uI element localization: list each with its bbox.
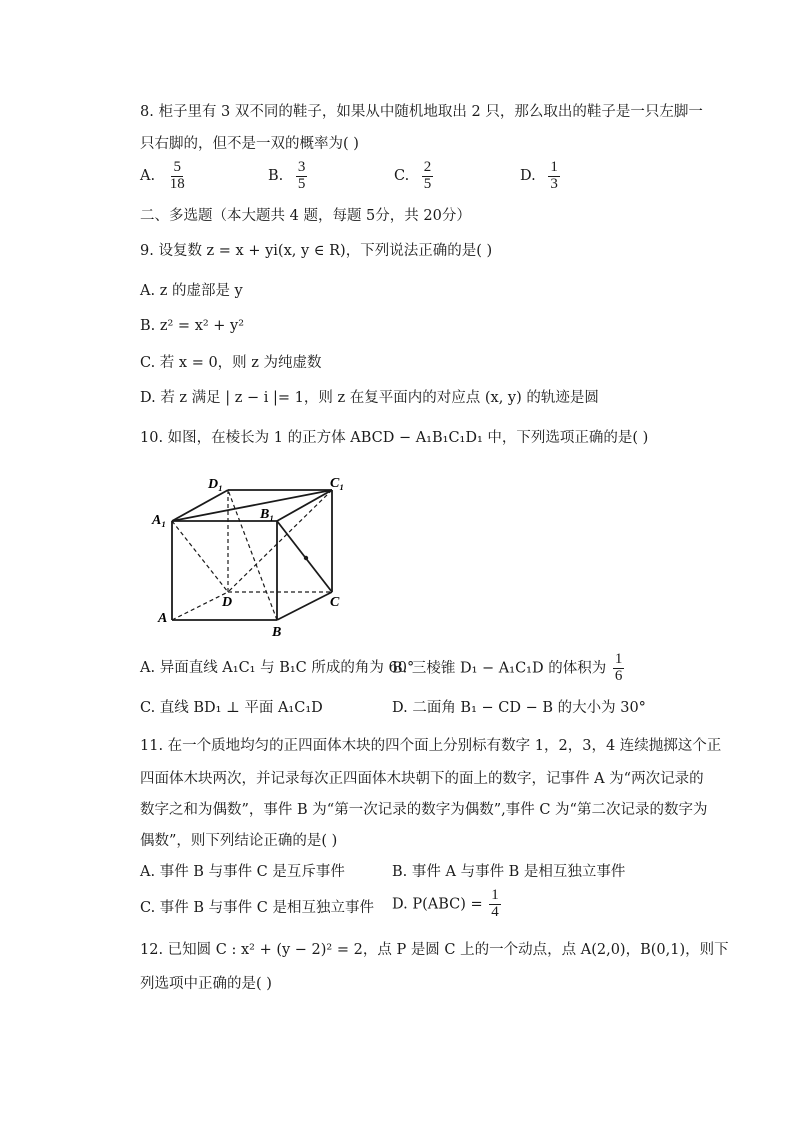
q10-option-b: B. 三棱锥 D₁ − A₁C₁D 的体积为 $\frac{1}{6}$ xyxy=(392,651,623,684)
q9-option-a: A. z 的虚部是 y xyxy=(140,283,243,299)
q9-option-c: C. 若 x = 0，则 z 为纯虚数 xyxy=(140,355,322,371)
q9-stem: 9. 设复数 z = x + yi(x, y ∈ R)，下列说法正确的是( ) xyxy=(140,243,493,259)
section-heading-multiple-choice: 二、多选题（本大题共 4 题，每题 5分，共 20分） xyxy=(140,208,471,224)
q8-option-d: D. $\frac{1}{3}$ xyxy=(520,159,558,192)
option-label: A. xyxy=(140,168,156,185)
q12-stem-line2: 列选项中正确的是( ) xyxy=(140,976,272,992)
edge-a-d xyxy=(172,592,228,620)
label-c1: C₁ xyxy=(330,476,345,491)
q11-stem-line1: 11. 在一个质地均匀的正四面体木块的四个面上分别标有数字 1，2，3，4 连续抛掷这个正 xyxy=(140,738,722,754)
diagonal-a1-d xyxy=(172,521,228,592)
option-label: B. xyxy=(268,168,284,185)
label-a: A xyxy=(158,611,168,626)
option-label: C. xyxy=(394,168,410,185)
q11-option-d-text: D. P(ABC) = xyxy=(392,896,483,913)
q11-option-a: A. 事件 B 与事件 C 是互斥事件 xyxy=(140,864,345,880)
q8-stem-line2: 只右脚的，但不是一双的概率为( ) xyxy=(140,136,359,152)
label-d1: D₁ xyxy=(208,477,223,492)
q10-option-b-text: B. 三棱锥 D₁ − A₁C₁D 的体积为 xyxy=(392,660,607,677)
label-c: C xyxy=(330,595,340,610)
label-d: D xyxy=(222,595,233,610)
q10-option-a: A. 异面直线 A₁C₁ 与 B₁C 所成的角为 60° xyxy=(140,660,415,676)
q11-option-c: C. 事件 B 与事件 C 是相互独立事件 xyxy=(140,900,374,916)
q11-stem-line4: 偶数”，则下列结论正确的是( ) xyxy=(140,833,338,849)
q11-stem-line3: 数字之和为偶数”，事件 B 为“第一次记录的数字为偶数”,事件 C 为“第二次记录的数字为 xyxy=(140,802,708,818)
label-b: B xyxy=(272,625,282,640)
diagonal-a1-c1 xyxy=(172,490,332,521)
q11-option-d: D. P(ABC) = $\frac{1}{4}$ xyxy=(392,887,499,920)
q11-option-b: B. 事件 A 与事件 B 是相互独立事件 xyxy=(392,864,626,880)
point-on-b1c xyxy=(304,556,308,560)
q9-option-b: B. z² = x² + y² xyxy=(140,318,245,334)
q8-option-a: A. $\frac{5}{18}$ xyxy=(140,159,185,192)
option-label: D. xyxy=(520,168,536,185)
q9-option-d: D. 若 z 满足 | z − i |= 1，则 z 在复平面内的对应点 (x, y) 的轨迹是圆 xyxy=(140,390,599,406)
label-a1: A₁ xyxy=(152,513,167,528)
edge-b-c xyxy=(277,592,332,620)
label-b1: B₁ xyxy=(260,507,275,522)
q8-option-b: B. $\frac{3}{5}$ xyxy=(268,159,306,192)
q10-stem: 10. 如图，在棱长为 1 的正方体 ABCD − A₁B₁C₁D₁ 中，下列选项正确的是( ) xyxy=(140,430,649,446)
cube-figure xyxy=(150,470,360,642)
q10-option-d: D. 二面角 B₁ − CD − B 的大小为 30° xyxy=(392,700,646,716)
q8-stem-line1: 8. 柜子里有 3 双不同的鞋子，如果从中随机地取出 2 只，那么取出的鞋子是一只左脚一 xyxy=(140,104,703,120)
q11-stem-line2: 四面体木块两次，并记录每次正四面体木块朝下的面上的数字，记事件 A 为“两次记录的 xyxy=(140,771,704,787)
q10-option-c: C. 直线 BD₁ ⊥ 平面 A₁C₁D xyxy=(140,700,323,716)
q8-option-c: C. $\frac{2}{5}$ xyxy=(394,159,432,192)
diagonal-c1-d xyxy=(228,490,332,592)
q12-stem-line1: 12. 已知圆 C : x² + (y − 2)² = 2，点 P 是圆 C 上的一个动点，点 A(2,0)，B(0,1)，则下 xyxy=(140,942,729,958)
